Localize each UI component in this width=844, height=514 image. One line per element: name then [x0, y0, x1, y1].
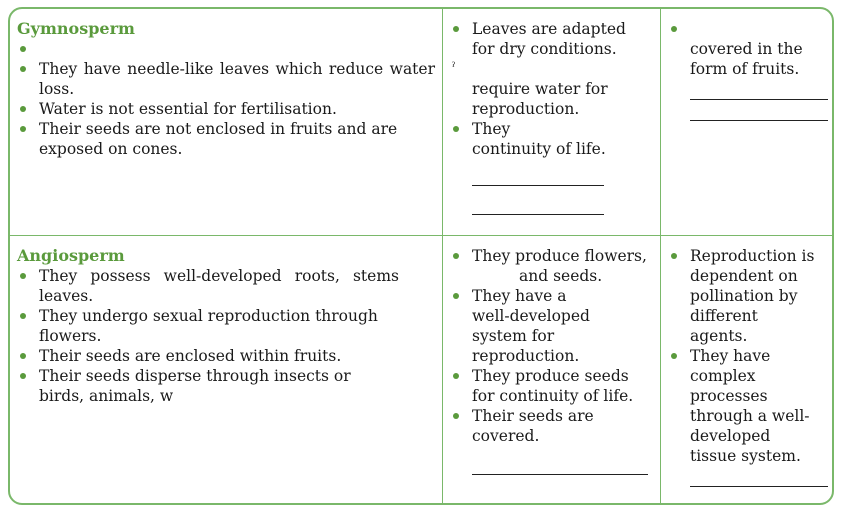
gymnosperm-feature-list: [17, 39, 435, 159]
list-item: Their seeds disperse through insects or birds, animals, w: [17, 366, 399, 406]
list-item: They: [450, 119, 650, 139]
fill-in-blank-line[interactable]: [472, 165, 604, 186]
list-item-text: require water for reproduction.: [472, 80, 608, 118]
fill-in-blanks: [668, 466, 828, 505]
gymnosperm-adaptation-list: [450, 19, 650, 159]
list-item-continuation: continuity of life.: [472, 140, 606, 158]
list-item: They have a well-developed system for reproduction.: [450, 286, 602, 366]
fill-in-blanks: [450, 165, 604, 215]
list-item: Their seeds are covered.: [450, 406, 602, 446]
list-item: Their seeds are not enclosed in fruits and are exposed on cones.: [17, 119, 435, 159]
fill-in-blank-line[interactable]: [472, 194, 604, 215]
fill-in-blank-line[interactable]: [690, 466, 828, 487]
list-item: They undergo sexual reproduction through flowers.: [17, 306, 379, 346]
list-item: Their seeds are enclosed within fruits.: [17, 346, 435, 366]
gymnosperm-seed-list: [668, 19, 828, 79]
angiosperm-reproduction-cell: [668, 246, 828, 505]
list-item-text: and seeds.: [519, 267, 603, 285]
fill-in-blank-line[interactable]: [472, 483, 648, 504]
angiosperm-adaptation-list: [450, 246, 655, 446]
list-item: Water is not essential for fertilisation.: [17, 99, 435, 119]
column-divider: [442, 9, 443, 503]
list-item-continuation: covered in the form of fruits.: [690, 40, 803, 78]
angiosperm-feature-list: [17, 266, 435, 406]
list-item-text: They produce flowers,: [472, 247, 647, 265]
fill-in-blank-line[interactable]: [472, 454, 648, 475]
column-divider: [660, 9, 661, 503]
fill-in-blanks: [450, 454, 648, 504]
fill-in-blank-line[interactable]: [690, 100, 828, 121]
fill-in-blank-line[interactable]: [690, 491, 828, 505]
list-item: Leaves are adapted for dry conditions.: [450, 19, 632, 59]
angiosperm-reproduction-list: [668, 246, 828, 466]
list-item: [450, 246, 655, 286]
angiosperm-features-cell: [17, 246, 435, 406]
row-divider: [10, 235, 832, 236]
list-item: [450, 59, 650, 119]
list-item: They produce seeds for continuity of life.: [450, 366, 637, 406]
list-item-text: leaves.: [39, 287, 94, 305]
list-item: [17, 266, 399, 306]
list-item: [668, 19, 828, 39]
comparison-table: [8, 7, 834, 505]
angiosperm-adaptations-cell: [450, 246, 655, 504]
fill-in-blank-line[interactable]: [690, 79, 828, 100]
fill-in-blanks: [668, 79, 828, 121]
list-item: [17, 39, 435, 59]
gymnosperm-heading: Gymnosperm: [17, 19, 135, 38]
list-item-text: They possess well-developed roots, stems: [39, 267, 399, 285]
list-item: They have needle-like leaves which reduce water loss.: [17, 59, 435, 99]
list-item: They have complex processes through a well-developed tissue system.: [668, 346, 810, 466]
list-item: Reproduction is dependent on pollination by different agents.: [668, 246, 820, 346]
gymnosperm-adaptations-cell: [450, 19, 650, 215]
gymnosperm-seed-cell: [668, 19, 828, 121]
faint-mark: ˀ: [452, 60, 456, 74]
gymnosperm-features-cell: [17, 19, 435, 159]
angiosperm-heading: Angiosperm: [17, 246, 125, 265]
